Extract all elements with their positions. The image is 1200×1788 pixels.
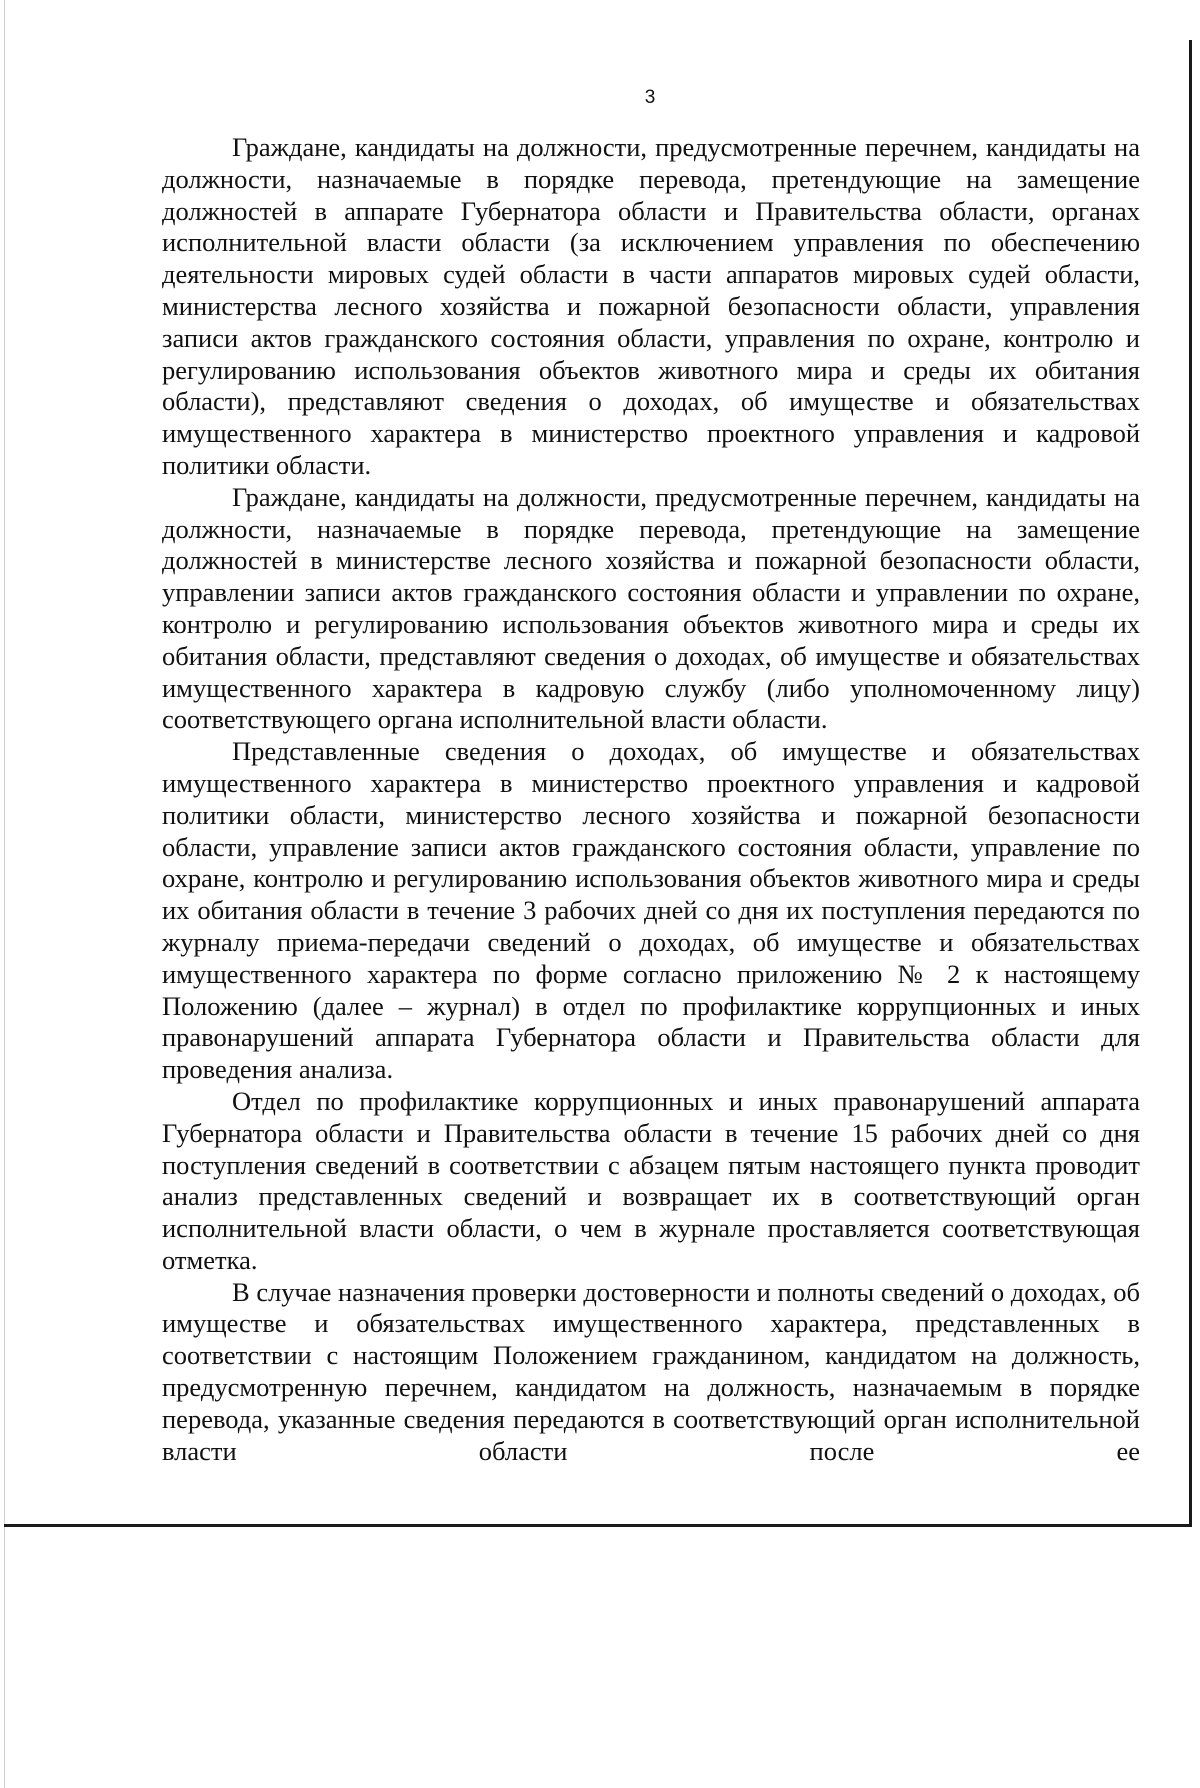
paragraph-submitted-information-transfer: Представленные сведения о доходах, об имуществе и обязательствах имущественного характера в министерство проектного управления и кадровой политики области, министерство лесного хозяйства и пожарной безопасности области, управление записи актов гражданского состояния области, управление по охране, контролю и регулированию использования объектов животного мира и среды их обитания области в течение 3 рабочих дней со дня их поступления передаются по журналу приема-передачи сведений о доходах, об имуществе и обязательствах имущественного характера по форме согласно приложению № 2 к настоящему Положению (далее – журнал) в отдел по профилактике коррупционных и иных правонарушений аппарата Губернатора области и Правительства области для проведения анализа. bbox=[162, 736, 1140, 1085]
paragraph-citizens-executive-apparatus: Граждане, кандидаты на должности, предусмотренные перечнем, кандидаты на должности, назначаемые в порядке перевода, претендующие на замещение должностей в аппарате Губернатора области и Правительства области, органах исполнительной власти области (за исключением управления по обеспечению деятельности мировых судей области в части аппаратов мировых судей области, министерства лесного хозяйства и пожарной безопасности области, управления записи актов гражданского состояния области, управления по охране, контролю и регулированию использования объектов животного мира и среды их обитания области), представляют сведения о доходах, об имуществе и обязательствах имущественного характера в министерство проектного управления и кадровой политики области. bbox=[162, 132, 1140, 480]
document-body bbox=[162, 132, 1140, 1467]
paragraph-anticorruption-department-analysis: Отдел по профилактике коррупционных и иных правонарушений аппарата Губернатора области и Правительства области в течение 15 рабочих дней со дня поступления сведений в соответствии с абзацем пятым настоящего пункта проводит анализ представленных сведений и возвращает их в соответствующий орган исполнительной власти области, о чем в журнале проставляется соответствующая отметка. bbox=[162, 1085, 1140, 1275]
paragraph-verification-case: В случае назначения проверки достоверности и полноты сведений о доходах, об имуществе и обязательствах имущественного характера, представленных в соответствии с настоящим Положением гражданином, кандидатом на должность, предусмотренную перечнем, кандидатом на должность, назначаемым в порядке перевода, указанные сведения передаются в соответствующий орган исполнительной власти области после ее bbox=[162, 1276, 1140, 1466]
page-number: 3 bbox=[644, 87, 656, 108]
paragraph-citizens-ministries: Граждане, кандидаты на должности, предусмотренные перечнем, кандидаты на должности, назначаемые в порядке перевода, претендующие на замещение должностей в министерстве лесного хозяйства и пожарной безопасности области, управлении записи актов гражданского состояния области и управлении по охране, контролю и регулированию использования объектов животного мира и среды их обитания области, представляют сведения о доходах, об имуществе и обязательствах имущественного характера в кадровую службу (либо уполномоченному лицу) соответствующего органа исполнительной власти области. bbox=[162, 481, 1140, 735]
page-left-edge bbox=[4, 0, 5, 1788]
page-right-border bbox=[1189, 40, 1192, 1526]
page-bottom-border bbox=[4, 1524, 1192, 1527]
